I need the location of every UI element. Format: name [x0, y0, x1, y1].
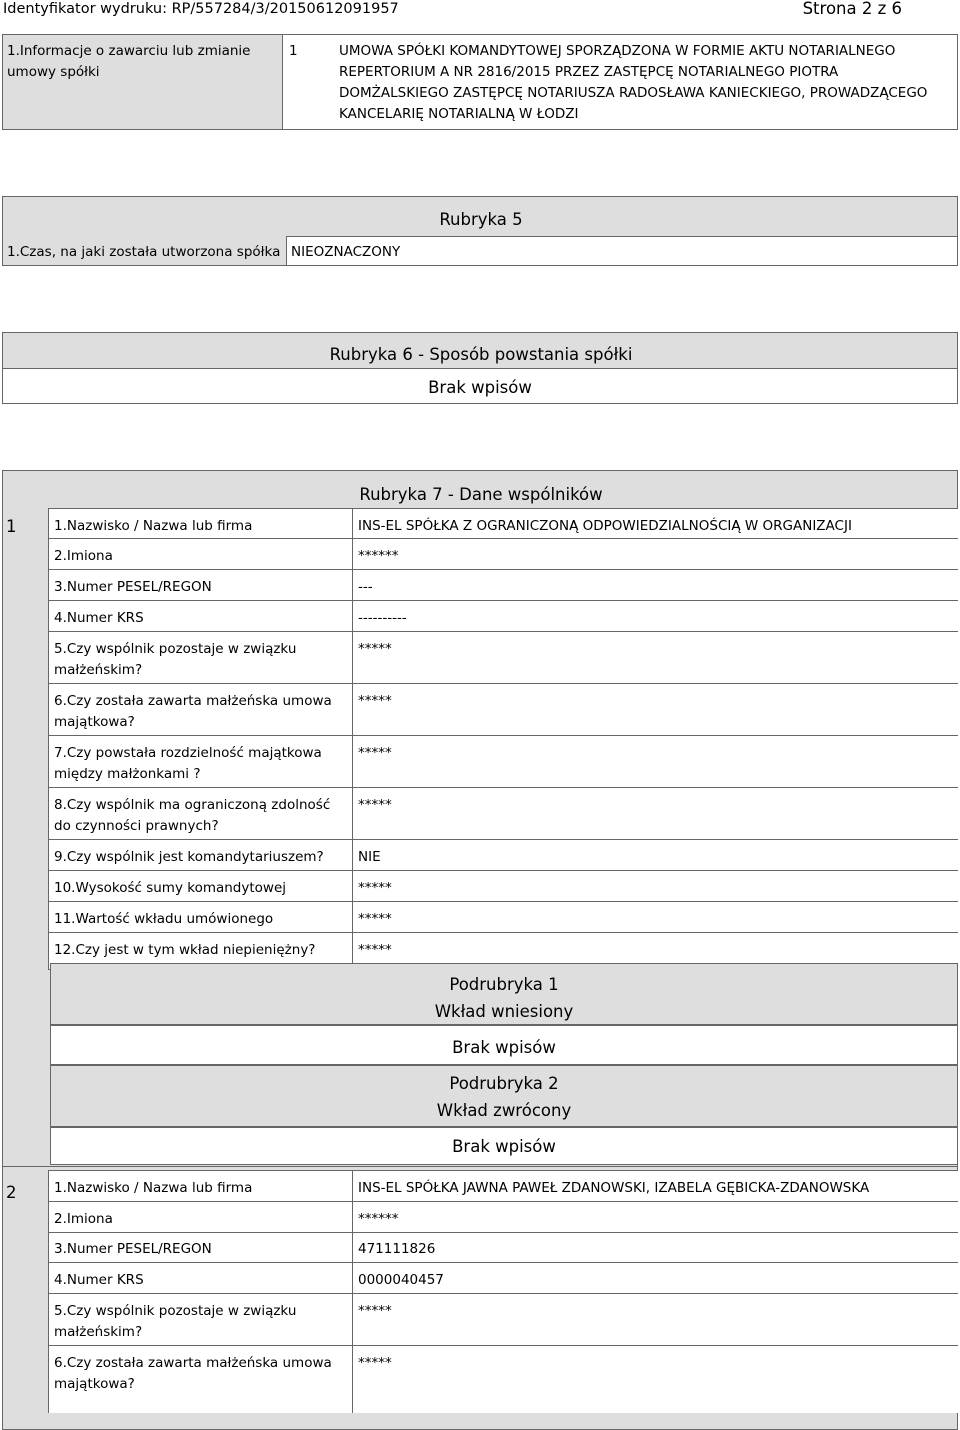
p1-pesel-label: 3.Numer PESEL/REGON: [54, 579, 212, 595]
divider: [48, 735, 958, 736]
divider: [48, 1262, 958, 1263]
divider: [48, 1345, 958, 1346]
p1-name-value: INS-EL SPÓŁKA Z OGRANICZONĄ ODPOWIEDZIALNOŚCIĄ W ORGANIZACJI: [358, 518, 852, 534]
contract-info-value-box: [282, 34, 958, 130]
divider: [48, 901, 958, 902]
podrubryka2-empty: Brak wpisów: [452, 1137, 556, 1156]
p2-first-names-value: ******: [358, 1211, 399, 1227]
p1-pesel-value: ---: [358, 579, 373, 595]
p1-name-label: 1.Nazwisko / Nazwa lub firma: [54, 518, 253, 534]
p1-first-names-value: ******: [358, 548, 399, 564]
p1-capacity-value: *****: [358, 797, 392, 813]
rubryka5-label: 1.Czas, na jaki została utworzona spółka: [7, 244, 281, 260]
podrubryka2-subtitle: Wkład zwrócony: [436, 1101, 572, 1120]
p2-first-names-label: 2.Imiona: [54, 1211, 113, 1227]
divider: [48, 932, 958, 933]
divider: [48, 631, 958, 632]
divider: [48, 538, 958, 539]
p1-marital-agreement-label: 6.Czy została zawarta małżeńska umowa majątkowa?: [54, 693, 332, 730]
podrubryka1-subtitle: Wkład wniesiony: [434, 1002, 574, 1021]
p2-marriage-label: 5.Czy wspólnik pozostaje w związku małżeńskim?: [54, 1303, 297, 1340]
p2-marital-agreement-value: *****: [358, 1355, 392, 1371]
partner-1-number: 1: [6, 517, 17, 536]
p1-liability-sum-value: *****: [358, 880, 392, 896]
p1-contribution-label: 11.Wartość wkładu umówionego: [54, 911, 274, 927]
divider: [48, 839, 958, 840]
divider: [48, 870, 958, 871]
divider: [48, 1201, 958, 1202]
p2-marital-agreement-label: 6.Czy została zawarta małżeńska umowa majątkowa?: [54, 1355, 332, 1392]
rubryka6-empty: Brak wpisów: [428, 378, 532, 397]
divider: [48, 683, 958, 684]
podrubryka1-empty: Brak wpisów: [452, 1038, 556, 1057]
page-number: Strona 2 z 6: [802, 0, 902, 18]
p1-krs-label: 4.Numer KRS: [54, 610, 144, 626]
p1-non-cash-value: *****: [358, 942, 392, 958]
p2-pesel-value: 471111826: [358, 1241, 436, 1257]
podrubryka2-header: [50, 1065, 958, 1127]
divider: [48, 600, 958, 601]
divider: [48, 1293, 958, 1294]
p1-limited-partner-label: 9.Czy wspólnik jest komandytariuszem?: [54, 849, 324, 865]
rubryka7-title: Rubryka 7 - Dane wspólników: [359, 485, 603, 504]
divider: [48, 787, 958, 788]
p1-limited-partner-value: NIE: [358, 849, 381, 865]
column-divider: [352, 508, 353, 963]
podrubryka1-empty-box: [50, 1025, 958, 1065]
contract-info-number: 1: [289, 43, 298, 59]
podrubryka1-header: [50, 963, 958, 1025]
p1-first-names-label: 2.Imiona: [54, 548, 113, 564]
rubryka6-empty-box: [2, 368, 958, 404]
podrubryka2-empty-box: [50, 1127, 958, 1165]
podrubryka2-title: Podrubryka 2: [449, 1074, 559, 1093]
rubryka6-title: Rubryka 6 - Sposób powstania spółki: [329, 345, 633, 364]
p2-krs-value: 0000040457: [358, 1272, 444, 1288]
p1-capacity-label: 8.Czy wspólnik ma ograniczoną zdolność do czynności prawnych?: [54, 797, 331, 834]
divider: [48, 569, 958, 570]
p1-marriage-value: *****: [358, 641, 392, 657]
partner-2-number: 2: [6, 1183, 17, 1202]
p1-separation-value: *****: [358, 745, 392, 761]
p1-krs-value: ----------: [358, 610, 407, 626]
divider: [48, 1232, 958, 1233]
print-identifier: Identyfikator wydruku: RP/557284/3/20150612091957: [3, 1, 399, 17]
contract-info-label: 1.Informacje o zawarciu lub zmianie umowy spółki: [7, 43, 251, 80]
p2-pesel-label: 3.Numer PESEL/REGON: [54, 1241, 212, 1257]
column-divider: [352, 1170, 353, 1413]
rubryka5-value-box: [286, 236, 958, 266]
partner-divider: [2, 1166, 958, 1167]
rubryka5-title: Rubryka 5: [439, 210, 523, 229]
p1-marriage-label: 5.Czy wspólnik pozostaje w związku małżeńskim?: [54, 641, 297, 678]
contract-info-text: UMOWA SPÓŁKI KOMANDYTOWEJ SPORZĄDZONA W FORMIE AKTU NOTARIALNEGO REPERTORIUM A NR 2816/2015 PRZEZ ZASTĘPCĘ NOTARIALNEGO PIOTRA DOMŻALSKIEGO ZASTĘPCĘ NOTARIUSZA RADOSŁAWA KANIECKIEGO, PROWADZĄCEGO KANCELARIĘ NOTARIALNĄ W ŁODZI: [339, 43, 928, 122]
podrubryka1-title: Podrubryka 1: [449, 975, 559, 994]
print-header: [0, 0, 960, 22]
p2-name-label: 1.Nazwisko / Nazwa lub firma: [54, 1180, 253, 1196]
p1-liability-sum-label: 10.Wysokość sumy komandytowej: [54, 880, 287, 896]
p1-contribution-value: *****: [358, 911, 392, 927]
p2-name-value: INS-EL SPÓŁKA JAWNA PAWEŁ ZDANOWSKI, IZABELA GĘBICKA-ZDANOWSKA: [358, 1180, 870, 1196]
rubryka5-value: NIEOZNACZONY: [291, 244, 401, 260]
p1-marital-agreement-value: *****: [358, 693, 392, 709]
p1-non-cash-label: 12.Czy jest w tym wkład niepieniężny?: [54, 942, 316, 958]
p2-krs-label: 4.Numer KRS: [54, 1272, 144, 1288]
p1-separation-label: 7.Czy powstała rozdzielność majątkowa między małżonkami ?: [54, 745, 322, 782]
p2-marriage-value: *****: [358, 1303, 392, 1319]
